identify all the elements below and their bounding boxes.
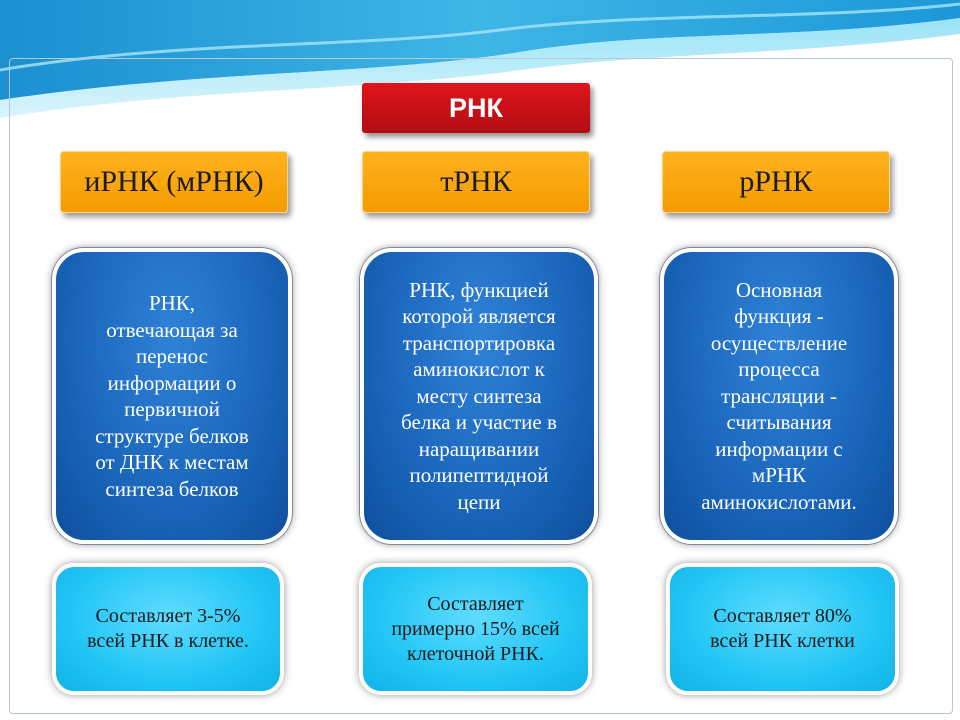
header-rrna: рРНК [662, 151, 890, 213]
share-mrna [52, 563, 284, 695]
description-mrna [52, 248, 292, 544]
description-rrna-text: Основная функция - осуществление процесса трансляции - считывания информации с мРНК аминокислотами. [701, 277, 857, 514]
header-trna: тРНК [362, 151, 590, 213]
description-rrna [660, 248, 898, 544]
description-trna-text: РНК, функцией которой является транспортировка аминокислот к месту синтеза белка и участие в наращивании полипептидной цепи [401, 277, 557, 514]
description-trna [360, 248, 598, 544]
share-rrna-text: Составляет 80% всей РНК клетки [710, 605, 855, 652]
share-mrna-text: Составляет 3-5% всей РНК в клетке. [87, 605, 249, 652]
description-mrna-text: РНК, отвечающая за перенос информации о первичной структуре белков от ДНК к местам синтеза белков [95, 291, 249, 501]
share-trna [359, 563, 592, 695]
diagram-title: РНК [362, 83, 590, 133]
share-rrna [666, 563, 899, 695]
share-trna-text: Составляет примерно 15% всей клеточной РНК. [391, 592, 560, 665]
header-mrna: иРНК (мРНК) [60, 151, 288, 213]
